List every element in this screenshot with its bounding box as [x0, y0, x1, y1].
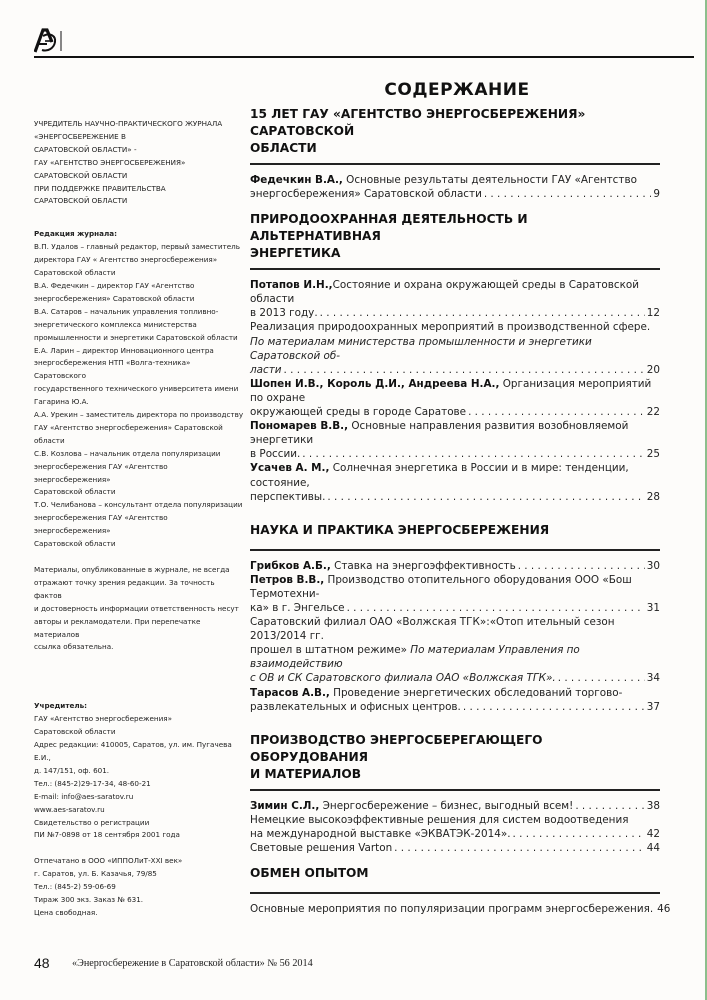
- text-line: области: [34, 435, 65, 445]
- entry-title: [250, 827, 511, 841]
- entry-title: Солнечная энергетика в России и в мире: тенденции, состояние,: [250, 462, 629, 489]
- toc-section: [250, 211, 660, 512]
- section-heading: ОБМЕН ОПЫТОМ: [250, 866, 369, 881]
- publisher-info: [34, 713, 244, 842]
- section-rule: [250, 892, 660, 894]
- text-line: промышленности и энергетики Саратовской области: [34, 332, 238, 342]
- leader-dots: [513, 827, 645, 841]
- text-line: авторы и рекламодатели. При перепечатке материалов: [34, 616, 201, 639]
- text-line: Адрес редакции: 410005, Саратов, ул. им. Пугачева Е.И.,: [34, 740, 232, 762]
- entry-title: [250, 363, 282, 377]
- toc-entry: [250, 902, 671, 916]
- page-ref: 30: [646, 559, 660, 572]
- entry-line: [250, 686, 660, 700]
- section-heading: 15 ЛЕТ ГАУ «АГЕНТСТВО ЭНЕРГОСБЕРЕЖЕНИЯ» САРАТОВСКОЙ: [250, 107, 586, 138]
- masthead-sidebar: [34, 118, 244, 920]
- entry-line: [250, 813, 660, 827]
- leader-dots: [558, 671, 645, 685]
- section-heading: ПРОИЗВОДСТВО ЭНЕРГОСБЕРЕГАЮЩЕГО ОБОРУДОВАНИЯ: [250, 732, 543, 764]
- text-line: А.А. Урекин – заместитель директора по производству: [34, 410, 244, 420]
- entry-title: [250, 902, 653, 916]
- entry-line: [250, 700, 660, 714]
- entry-line: [250, 461, 660, 489]
- entry-line: [250, 320, 660, 334]
- text-line: энергосбережения НТП «Волга-техника» Саратовского: [34, 358, 191, 381]
- entry-title: Основные направления развития возобновляемой энергетики: [250, 420, 629, 447]
- page-ref: 31: [646, 601, 660, 614]
- entry-line: [250, 278, 660, 306]
- entry-title-text: на международной выставке «ЭКВАТЭК-2014».: [250, 827, 511, 840]
- disclaimer: [34, 564, 244, 654]
- text-line: «ЭНЕРГОСБЕРЕЖЕНИЕ В: [34, 131, 126, 141]
- text-line: отражают точку зрения редакции. За точность фактов: [34, 577, 215, 600]
- text-line: Т.О. Челибанова – консультант отдела популяризации: [34, 500, 243, 510]
- section-heading: ЭНЕРГЕТИКА: [250, 246, 341, 261]
- text-line: Саратовской области: [34, 268, 116, 278]
- entry-author: Федечкин В.А.,: [250, 174, 343, 186]
- toc-entry: [250, 841, 660, 855]
- entry-title: [250, 671, 556, 685]
- entry-line: [250, 799, 660, 813]
- text-line: ГАУ «АГЕНТСТВО ЭНЕРГОСБЕРЕЖЕНИЯ»: [34, 157, 186, 167]
- entry-title: [250, 490, 325, 504]
- entry-title: [250, 841, 392, 855]
- text-line: В.А. Сатаров – начальник управления топливно-: [34, 306, 219, 316]
- entry-line: [250, 447, 660, 461]
- text-line: Материалы, опубликованные в журнале, не всегда: [34, 565, 230, 574]
- leader-dots: [468, 405, 645, 419]
- text-line: Е.А. Ларин – директор Инновационного центра: [34, 345, 214, 355]
- text-line: энергетического комплекса министерства: [34, 319, 197, 329]
- text-line: Саратовской области: [34, 487, 116, 497]
- toc-entry: [250, 173, 660, 201]
- toc-section: [250, 522, 660, 722]
- table-of-contents: [250, 80, 671, 916]
- leader-dots: [347, 601, 645, 615]
- text-line: Саратовской области: [34, 727, 116, 737]
- text-line: УЧРЕДИТЕЛЬ НАУЧНО-ПРАКТИЧЕСКОГО ЖУРНАЛА: [34, 119, 223, 128]
- entry-title: прошел в штатном режиме»: [250, 644, 411, 657]
- entry-title: Реализация природоохранных мероприятий в производственной сфере.: [250, 321, 651, 334]
- text-line: ГАУ «Агентство энергосбережения» Саратовской: [34, 422, 223, 432]
- entry-line: [250, 377, 660, 405]
- entry-title: [250, 799, 573, 813]
- entry-author: Потапов И.Н.,: [250, 279, 333, 292]
- entry-author: Грибков А.Б.,: [250, 559, 331, 572]
- leader-dots: [518, 559, 645, 573]
- entry-title: Состояние и охрана окружающей среды в Саратовской области: [250, 279, 639, 306]
- journal-footer: «Энергосбережение в Саратовской области» № 56 2014: [72, 958, 313, 969]
- leader-dots: [463, 700, 645, 714]
- entry-author: Шопен И.В., Король Д.И., Андреева Н.А.,: [250, 377, 500, 390]
- toc-entry: [250, 461, 660, 503]
- entry-title-text: перспективы.: [250, 490, 326, 503]
- page-ref: 28: [646, 490, 660, 503]
- editorial-board: [34, 241, 244, 551]
- text-line: Гагарина Ю.А.: [34, 397, 89, 407]
- entry-line: [250, 363, 660, 377]
- entry-title-text: ка» в г. Энгельсе: [250, 601, 345, 614]
- entry-title-text: ласти: [250, 363, 282, 376]
- toc-section: [250, 106, 660, 201]
- toc-entry: [250, 573, 660, 615]
- text-line: С.В. Козлова – начальник отдела популяризации: [34, 448, 221, 458]
- page-ref: 34: [646, 672, 660, 685]
- entry-title-text: развлекательных и офисных центров.: [250, 700, 461, 713]
- leader-dots: [284, 363, 645, 377]
- text-line: Тел.: (845-2) 59-06-69: [34, 882, 116, 892]
- page-number: 48: [34, 955, 50, 971]
- entry-line: [250, 841, 660, 855]
- entry-line: [250, 306, 660, 320]
- entry-title-text: Ставка на энергоэффективность: [330, 559, 516, 572]
- toc-entry: [250, 559, 660, 573]
- text-line: государственного технического университета имени: [34, 384, 239, 394]
- entry-title: Основные результаты деятельности ГАУ «Агентство: [342, 174, 637, 186]
- page-ref: 22: [646, 406, 660, 419]
- entry-title: [250, 700, 461, 714]
- entry-line: [250, 573, 660, 601]
- leader-dots: [394, 841, 645, 855]
- entry-title-text: в России.: [250, 448, 301, 461]
- text-line: САРАТОВСКОЙ ОБЛАСТИ» -: [34, 144, 137, 154]
- section-rule: [250, 549, 660, 551]
- entry-author: Зимин С.Л.,: [250, 799, 320, 812]
- text-line: ссылка обязательна.: [34, 642, 114, 652]
- leader-dots: [320, 306, 645, 320]
- entry-title-text: с ОВ и СК Саратовского филиала ОАО «Волжская ТГК».: [250, 672, 556, 685]
- section-heading: И МАТЕРИАЛОВ: [250, 766, 361, 781]
- entry-line: [250, 615, 660, 643]
- entry-line: [250, 827, 660, 841]
- section-rule: [250, 163, 660, 165]
- toc-section: [250, 732, 660, 855]
- text-line: ГАУ «Агентство энергосбережения»: [34, 714, 173, 724]
- text-line: и достоверность информации ответственность несут: [34, 603, 239, 613]
- toc-entry: [250, 615, 660, 685]
- text-line: Цена свободная.: [34, 907, 98, 917]
- page-ref: 37: [646, 700, 660, 713]
- toc-entry: [250, 278, 660, 320]
- text-line: Свидетельство о регистрации: [34, 817, 150, 827]
- toc-entry: [250, 686, 660, 714]
- entry-title-text: Энергосбережение – бизнес, выгодный всем!: [319, 799, 574, 812]
- text-line: Тел.: (845-2)29-17-34, 48-60-21: [34, 778, 151, 788]
- entry-line: [250, 643, 660, 671]
- text-line: В.П. Удалов – главный редактор, первый заместитель: [34, 242, 240, 252]
- entry-title: [250, 447, 300, 461]
- section-heading: НАУКА И ПРАКТИКА ЭНЕРГОСБЕРЕЖЕНИЯ: [250, 522, 550, 537]
- entry-title: [250, 306, 318, 320]
- entry-note: По материалам Управления по взаимодействию: [250, 644, 580, 671]
- page-ref: 25: [646, 448, 660, 461]
- text-line: ПРИ ПОДДЕРЖКЕ ПРАВИТЕЛЬСТВА: [34, 183, 166, 193]
- entry-line: [250, 173, 660, 187]
- text-line: ПИ №7-0898 от 18 сентября 2001 года: [34, 830, 180, 840]
- text-line: САРАТОВСКОЙ ОБЛАСТИ: [34, 170, 128, 180]
- section-heading: ПРИРОДООХРАННАЯ ДЕЯТЕЛЬНОСТЬ И АЛЬТЕРНАТИВНАЯ: [250, 212, 528, 244]
- leader-dots: [302, 447, 644, 461]
- text-line: энергосбережения ГАУ «Агентство энергосбережения»: [34, 513, 168, 536]
- text-line: Тираж 300 экз. Заказ № 631.: [34, 895, 144, 905]
- entry-author: Пономарев В.В.,: [250, 420, 349, 433]
- toc-section: [250, 865, 671, 916]
- entry-line: [250, 419, 660, 447]
- entry-title: [250, 601, 345, 615]
- text-line: САРАТОВСКОЙ ОБЛАСТИ: [34, 196, 128, 206]
- editorial-heading: Редакция журнала:: [34, 229, 117, 239]
- entry-title: Организация мероприятий по охране: [250, 377, 652, 404]
- entry-title: [250, 405, 466, 419]
- entry-line: [250, 671, 660, 685]
- text-line: В.А. Федечкин – директор ГАУ «Агентство: [34, 280, 195, 290]
- section-rule: [250, 789, 660, 791]
- entry-note: По материалам министерства промышленности и энергетики Саратовской об-: [250, 335, 592, 362]
- entry-line: [250, 405, 660, 419]
- page-ref: 38: [646, 799, 660, 812]
- entry-line: [250, 187, 660, 201]
- entry-author: Усачев А. М.,: [250, 462, 330, 475]
- entry-author: Петров В.В.,: [250, 573, 325, 586]
- text-line: директора ГАУ « Агентство энергосбережения»: [34, 255, 218, 265]
- page-title: СОДЕРЖАНИЕ: [384, 80, 530, 100]
- text-line: E-mail: info@aes-saratov.ru: [34, 791, 134, 801]
- leader-dots: [327, 490, 644, 504]
- text-line: энергосбережения ГАУ «Агентство энергосбережения»: [34, 461, 168, 484]
- entry-line: [250, 902, 671, 916]
- aes-logo-icon: [34, 28, 64, 54]
- entry-title-text: Световые решения Varton: [250, 842, 393, 854]
- founder-block: [34, 118, 244, 208]
- text-line: энергосбережения» Саратовской области: [34, 293, 195, 303]
- entry-author: Тарасов А.В.,: [250, 686, 330, 699]
- section-heading: ОБЛАСТИ: [250, 141, 317, 155]
- text-line: www.aes-saratov.ru: [34, 804, 105, 814]
- text-line: д. 147/151, оф. 601.: [34, 765, 110, 775]
- page-ref: 12: [646, 307, 660, 320]
- entry-title: Проведение энергетических обследований торгово-: [329, 686, 623, 699]
- page-ref: 46: [657, 903, 671, 916]
- toc-entry: [250, 419, 660, 461]
- toc-entry: [250, 799, 660, 813]
- page-ref: 20: [646, 363, 660, 376]
- entry-line: [250, 601, 660, 615]
- entry-title-text: Основные мероприятия по популяризации программ энергосбережения.: [250, 903, 654, 916]
- entry-line: [250, 490, 660, 504]
- printer-info: [34, 855, 244, 920]
- entry-title: [250, 559, 516, 573]
- leader-dots: [575, 799, 644, 813]
- page-ref: 9: [653, 188, 660, 201]
- leader-dots: [484, 187, 652, 201]
- page-ref: 44: [646, 842, 660, 854]
- text-line: Саратовской области: [34, 539, 116, 549]
- publisher-heading: Учредитель:: [34, 701, 88, 711]
- entry-title-text: окружающей среды в городе Саратове: [250, 406, 467, 419]
- text-line: Отпечатано в ООО «ИППОЛиТ-XXI век»: [34, 856, 183, 866]
- toc-entry: [250, 813, 660, 841]
- entry-title: Производство отопительного оборудования ООО «Бош Термотехни-: [250, 573, 632, 600]
- entry-title: Немецкие высокоэффективные решения для систем водоотведения: [250, 813, 629, 826]
- toc-entry: [250, 320, 660, 376]
- header-rule: [34, 56, 694, 58]
- page-ref: 42: [646, 827, 660, 840]
- entry-title-text: энергосбережения» Саратовской области: [250, 188, 482, 201]
- entry-title: [250, 187, 482, 201]
- section-rule: [250, 268, 660, 270]
- entry-title: Саратовский филиал ОАО «Волжская ТГК»:«Отоп ительный сезон 2013/2014 гг.: [250, 616, 615, 643]
- text-line: г. Саратов, ул. Б. Казачья, 79/85: [34, 869, 157, 879]
- entry-title-text: в 2013 году.: [250, 307, 318, 320]
- toc-entry: [250, 377, 660, 419]
- entry-line: [250, 559, 660, 573]
